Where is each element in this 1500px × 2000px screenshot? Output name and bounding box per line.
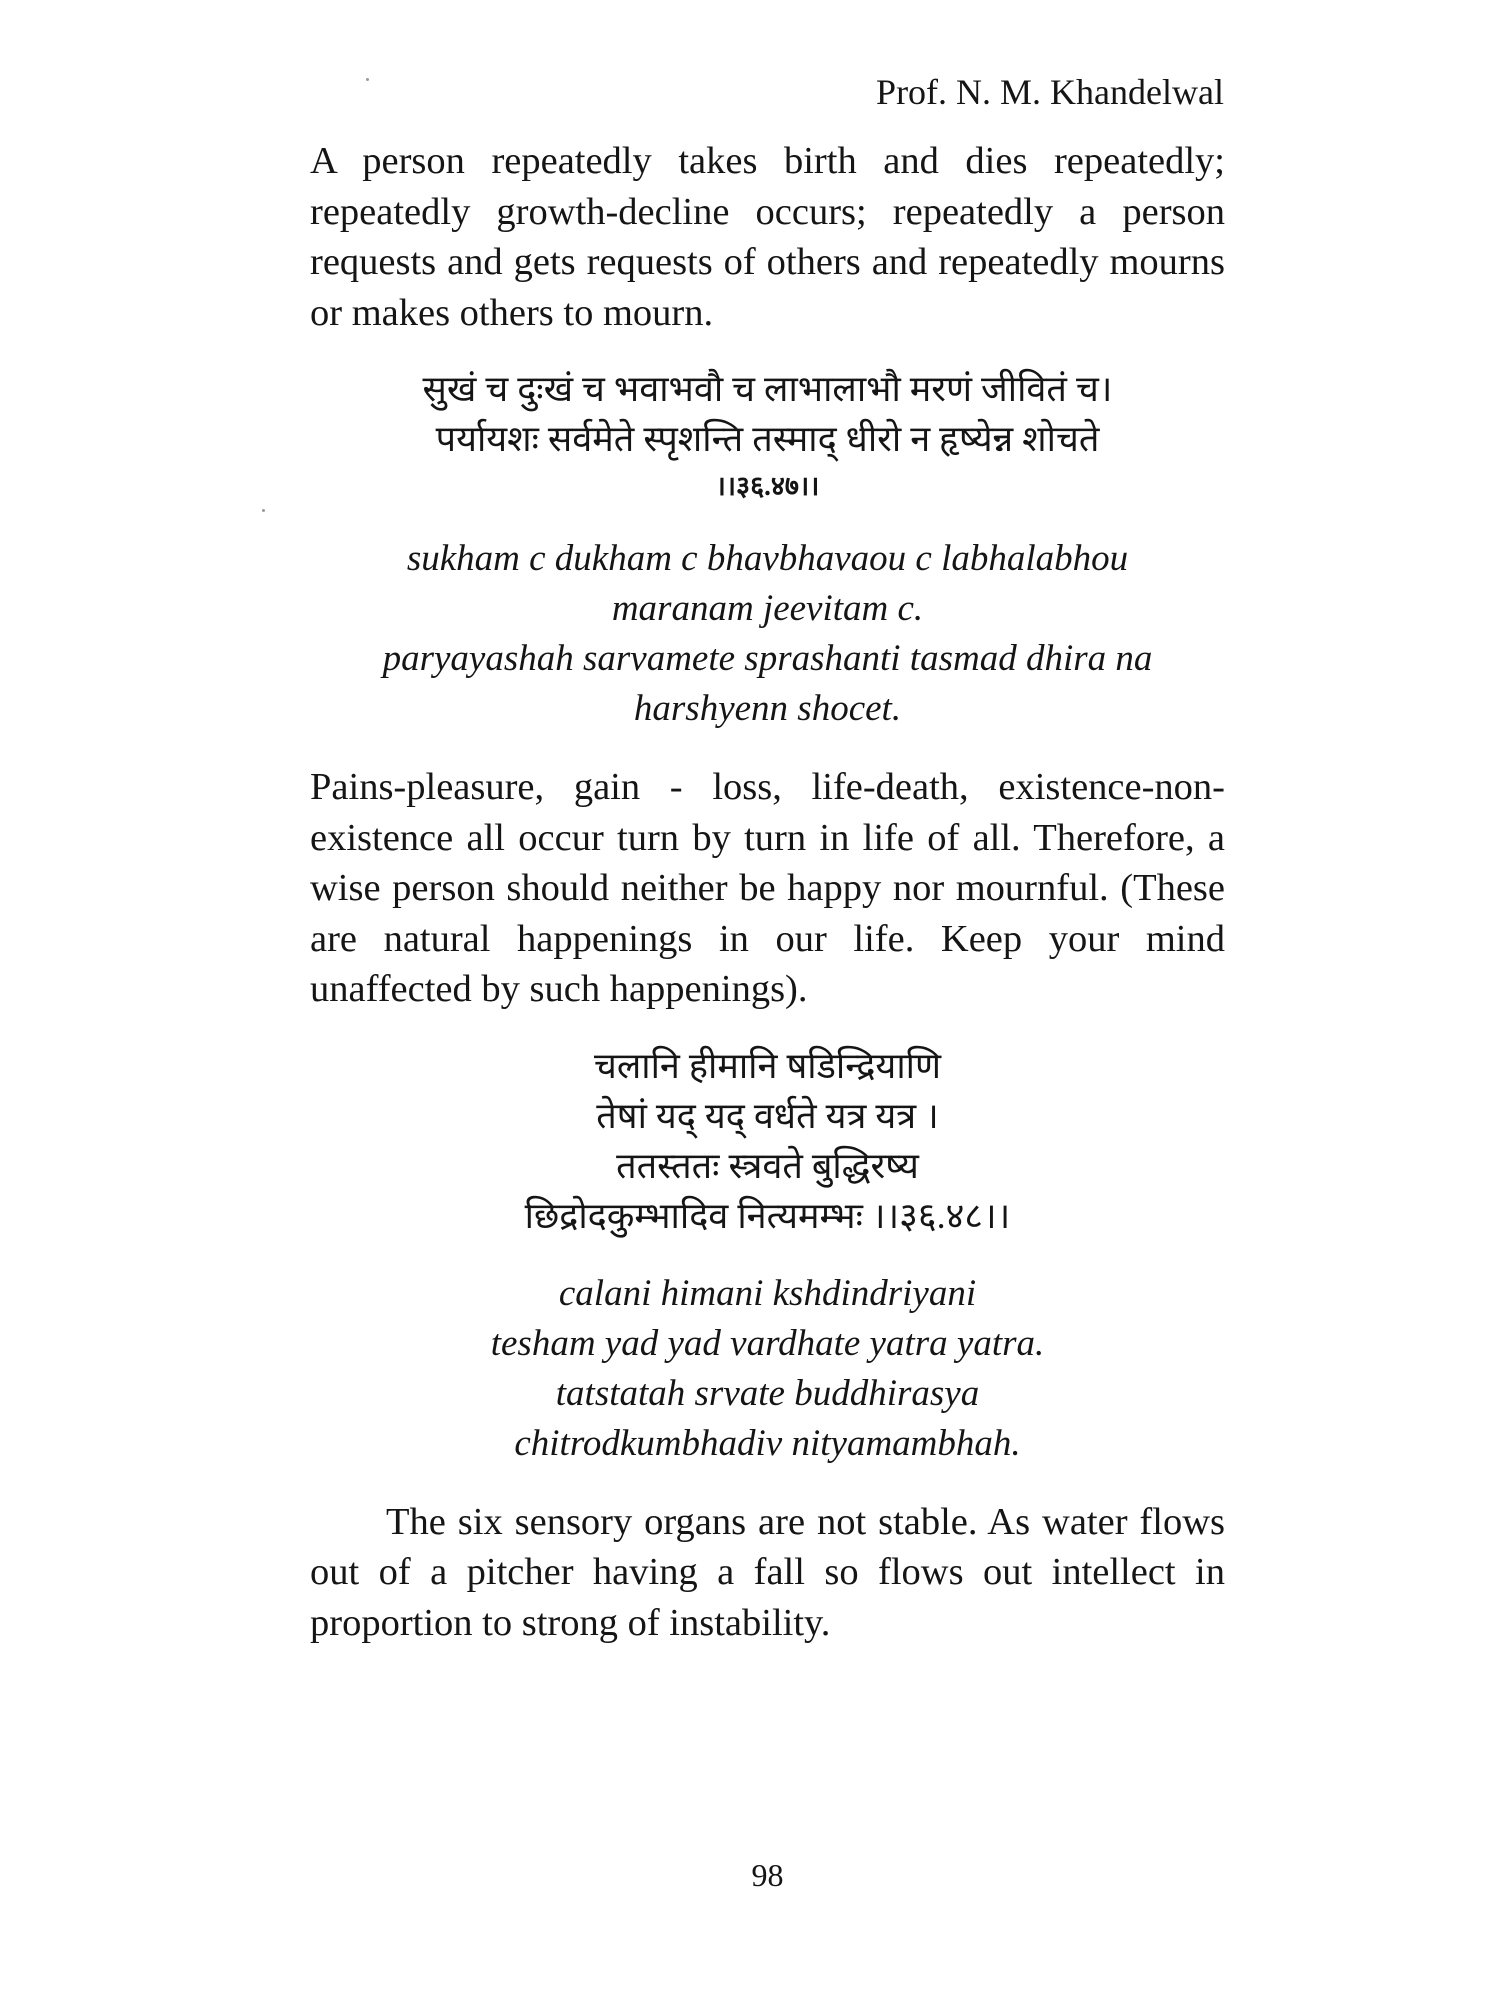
page-content xyxy=(310,136,1225,1648)
transliteration-line: harshyenn shocet. xyxy=(633,688,902,729)
verse-line: तेषां यद् यद् वर्धते यत्र यत्र । xyxy=(596,1095,939,1136)
transliteration-line: maranam jeevitam c. xyxy=(611,588,924,629)
sanskrit-verse-36-47 xyxy=(310,364,1225,508)
scan-speck xyxy=(262,509,265,512)
transliteration-line: tesham yad yad vardhate yatra yatra. xyxy=(490,1322,1045,1364)
verse-line: ततस्ततः स्त्रवते बुद्धिरष्य xyxy=(616,1145,919,1186)
paragraph-pains-pleasure: Pains-pleasure, gain - loss, life-death, existence-non-existence all occur turn by turn in life of all. Therefore, a wise person should neither be happy nor mournful. (These are natural happenings in our life. Keep your mind unaffected by such happenings). xyxy=(310,766,1225,1010)
transliteration-36-48 xyxy=(310,1269,1225,1469)
transliteration-line: tatstatah srvate buddhirasya xyxy=(555,1372,980,1414)
paragraph-rebirth: A person repeatedly takes birth and dies repeatedly; repeatedly growth-decline occurs; repeatedly a person requests and gets requests of others and repeatedly mourns or makes others to mourn. xyxy=(310,140,1225,334)
verse-number: ।।३६.४७।। xyxy=(715,471,820,501)
transliteration-36-47 xyxy=(310,534,1225,734)
verse-line: चलानि हीमानि षडिन्द्रियाणि xyxy=(593,1045,941,1086)
page-number: 98 xyxy=(751,1857,784,1893)
scan-speck xyxy=(366,78,369,81)
verse-line: छिद्रोदकुम्भादिव नित्यमम्भः ।।३६.४८।। xyxy=(524,1195,1011,1236)
transliteration-line: sukham c dukham c bhavbhavaou c labhalabhou xyxy=(406,538,1129,579)
sanskrit-verse-36-48 xyxy=(310,1041,1225,1241)
verse-line: सुखं च दुःखं च भवाभवौ च लाभालाभौ मरणं जीवितं च। xyxy=(422,369,1113,409)
transliteration-line: chitrodkumbhadiv nityamambhah. xyxy=(514,1422,1021,1464)
running-header-author: Prof. N. M. Khandelwal xyxy=(876,72,1224,112)
transliteration-line: calani himani kshdindriyani xyxy=(558,1272,977,1314)
transliteration-line: paryayashah sarvamete sprashanti tasmad dhira na xyxy=(382,638,1153,679)
paragraph-sensory-organs: The six sensory organs are not stable. As water flows out of a pitcher having a fall so flows out intellect in proportion to strong of instability. xyxy=(310,1500,1225,1644)
verse-line: पर्यायशः सर्वमेते स्पृशन्ति तस्माद् धीरो न हृष्येन्न शोचते xyxy=(435,419,1100,459)
